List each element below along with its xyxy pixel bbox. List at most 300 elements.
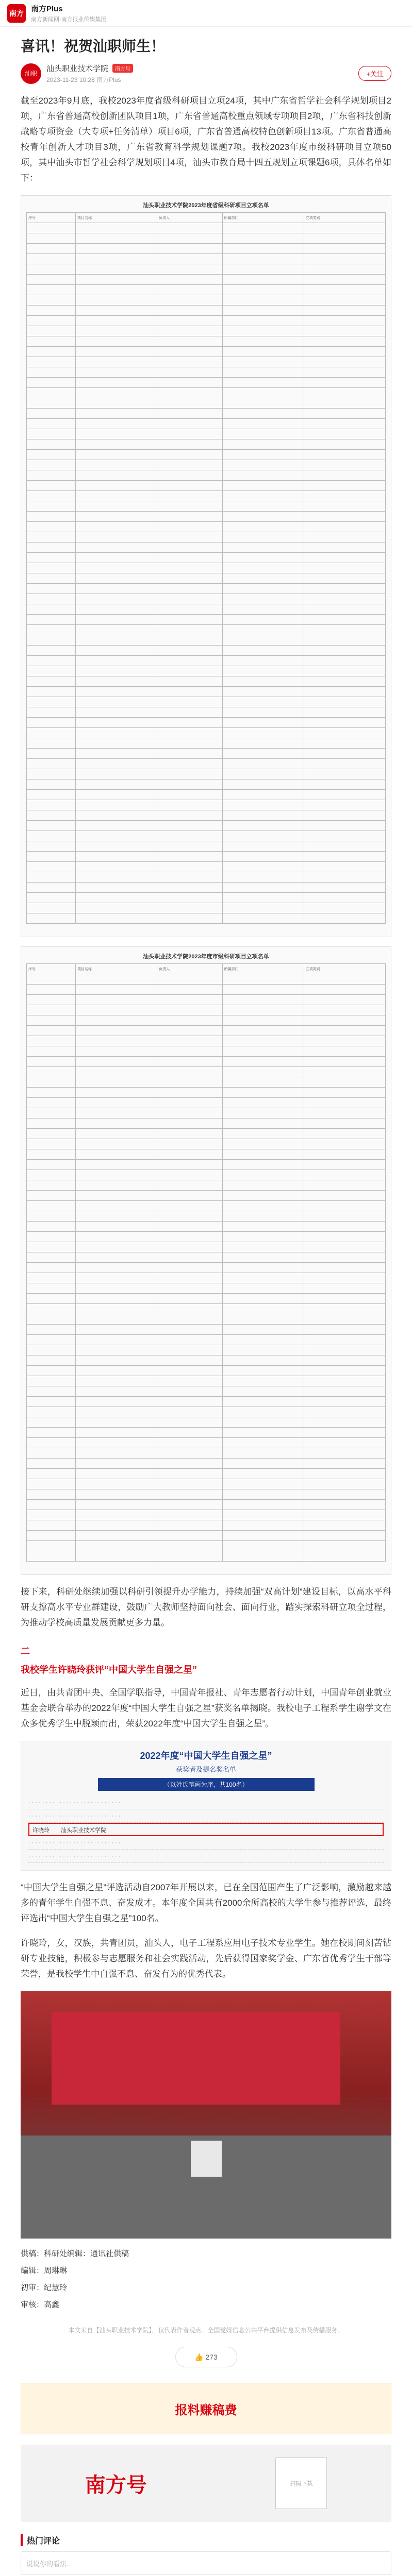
table-cell xyxy=(304,1088,385,1098)
table-cell xyxy=(27,1118,76,1129)
table-cell xyxy=(75,1046,157,1057)
table-row xyxy=(27,1077,386,1088)
table-cell xyxy=(222,852,304,862)
table-cell xyxy=(27,1531,76,1541)
table-cell xyxy=(27,336,76,347)
table-cell xyxy=(222,419,304,429)
table-cell xyxy=(157,470,223,481)
table-row xyxy=(27,522,386,532)
table-cell xyxy=(304,584,385,594)
table-cell xyxy=(157,388,223,398)
table-cell xyxy=(157,409,223,419)
table-cell xyxy=(75,893,157,903)
table-cell xyxy=(75,1139,157,1149)
table-row xyxy=(27,1005,386,1015)
table-cell xyxy=(222,1366,304,1376)
table-cell xyxy=(27,1304,76,1314)
table-cell xyxy=(304,543,385,553)
table-row xyxy=(27,429,386,439)
ad-banner[interactable] xyxy=(21,2383,391,2434)
table-cell xyxy=(157,841,223,852)
table-cell xyxy=(27,625,76,635)
table-cell xyxy=(157,275,223,285)
table-cell xyxy=(304,1397,385,1407)
table-cell xyxy=(27,1036,76,1046)
table-cell xyxy=(304,1407,385,1417)
table-cell xyxy=(27,883,76,893)
qr-code: 扫码下载 xyxy=(275,2458,327,2509)
table-cell xyxy=(222,347,304,357)
table-row xyxy=(27,244,386,254)
table-row xyxy=(27,470,386,481)
table-cell xyxy=(75,522,157,532)
table-cell xyxy=(304,676,385,687)
table-cell xyxy=(304,1314,385,1325)
table-cell xyxy=(304,1510,385,1520)
table-cell xyxy=(157,1304,223,1314)
table-row xyxy=(27,995,386,1005)
table-cell xyxy=(75,1242,157,1252)
table-cell xyxy=(27,316,76,326)
paragraph-2: 接下来，科研处继续加强以科研引领提升办学能力，持续加强“双高计划”建设目标，以高水平科研支撑高水平专业群建设，鼓励广大教师坚持面向社会、面向行业，踏实探索科研立项全过程，为推动学校高质量发展贡献更多力量。 xyxy=(21,1587,391,1628)
author-name-row xyxy=(46,63,358,74)
table-cell xyxy=(157,1252,223,1263)
table-header-row xyxy=(27,213,386,223)
table-header-cell: 项目名称 xyxy=(75,213,157,223)
table-cell xyxy=(75,470,157,481)
poster-list xyxy=(28,1796,384,1863)
table-cell xyxy=(304,1252,385,1263)
table-cell xyxy=(157,1366,223,1376)
comment-input[interactable]: 说说你的看法… xyxy=(21,2551,391,2575)
table-cell xyxy=(157,1407,223,1417)
table-cell xyxy=(27,1232,76,1242)
table-cell xyxy=(157,563,223,573)
table-row xyxy=(27,1541,386,1551)
table-cell xyxy=(27,1428,76,1438)
table-cell xyxy=(75,409,157,419)
table-cell xyxy=(304,635,385,646)
table-row xyxy=(27,852,386,862)
table-cell xyxy=(27,1242,76,1252)
table-cell xyxy=(27,1500,76,1510)
app-logo: 南方 xyxy=(7,4,26,23)
table-row xyxy=(27,254,386,264)
author-avatar[interactable]: 汕职 xyxy=(21,63,41,84)
table-cell xyxy=(157,501,223,512)
author-row xyxy=(21,63,391,84)
table-cell xyxy=(157,1129,223,1139)
table-cell xyxy=(75,223,157,233)
table-cell xyxy=(157,1469,223,1479)
table-cell xyxy=(222,553,304,563)
table-header-cell: 负责人 xyxy=(157,213,223,223)
table-cell xyxy=(304,1283,385,1294)
table-row xyxy=(27,1273,386,1283)
table-cell xyxy=(157,913,223,924)
table-cell xyxy=(304,893,385,903)
table-cell xyxy=(304,1242,385,1252)
table-row xyxy=(27,460,386,470)
table-cell xyxy=(304,985,385,995)
ad-text: 报料赚稿费 xyxy=(175,2403,237,2417)
table-cell xyxy=(222,563,304,573)
table-cell xyxy=(304,800,385,810)
table-cell xyxy=(157,306,223,316)
table-cell xyxy=(304,470,385,481)
table-cell xyxy=(222,1355,304,1366)
table-cell xyxy=(304,759,385,769)
table-cell xyxy=(27,285,76,295)
table-cell xyxy=(157,790,223,800)
table-row xyxy=(27,1098,386,1108)
table-cell xyxy=(75,439,157,450)
table-cell xyxy=(304,1448,385,1459)
table-cell xyxy=(75,347,157,357)
table-cell xyxy=(222,275,304,285)
table-row xyxy=(27,821,386,831)
table-cell xyxy=(27,398,76,409)
table-cell xyxy=(222,357,304,367)
table-row xyxy=(27,883,386,893)
table-cell xyxy=(222,1489,304,1500)
table-cell xyxy=(157,1242,223,1252)
table-row xyxy=(27,666,386,676)
table-cell xyxy=(27,306,76,316)
table-cell xyxy=(75,738,157,749)
table-cell xyxy=(75,779,157,790)
table-cell xyxy=(27,388,76,398)
table-cell xyxy=(157,1428,223,1438)
table-cell xyxy=(222,1077,304,1088)
table-row xyxy=(27,1191,386,1201)
table-cell xyxy=(222,1510,304,1520)
table-cell xyxy=(304,1355,385,1366)
table-cell xyxy=(75,831,157,841)
table-cell xyxy=(27,1191,76,1201)
table-cell xyxy=(222,985,304,995)
table-cell xyxy=(222,1232,304,1242)
table-cell xyxy=(157,1149,223,1160)
table-cell xyxy=(27,1139,76,1149)
table-cell xyxy=(157,1541,223,1551)
table-cell xyxy=(75,810,157,821)
paragraph-5: 许晓玲，女，汉族，共青团员，汕头人，电子工程系应用电子技术专业学生。她在校期间刻苦钻研专业技能，积极参与志愿服务和社会实践活动，先后获得国家奖学金、广东省优秀学生干部等荣誉，是我校学生中自强不息、奋发有为的优秀代表。 xyxy=(21,1938,391,1979)
table-cell xyxy=(75,388,157,398)
table-cell xyxy=(304,738,385,749)
table-cell xyxy=(75,1180,157,1191)
table-cell xyxy=(157,635,223,646)
table-cell xyxy=(304,779,385,790)
table-cell xyxy=(27,347,76,357)
table-row xyxy=(27,1335,386,1345)
table-row xyxy=(27,573,386,584)
table-cell xyxy=(75,666,157,676)
table-cell xyxy=(75,1088,157,1098)
table-row xyxy=(27,1242,386,1252)
table-row xyxy=(27,893,386,903)
table-cell xyxy=(222,1015,304,1026)
table-cell xyxy=(222,1108,304,1118)
table-row xyxy=(27,831,386,841)
table-cell xyxy=(75,419,157,429)
table-cell xyxy=(222,1469,304,1479)
table-row xyxy=(27,1283,386,1294)
table-cell xyxy=(157,903,223,913)
table-cell xyxy=(27,769,76,779)
table-cell xyxy=(27,1201,76,1211)
table-cell xyxy=(27,790,76,800)
table-row xyxy=(27,749,386,759)
table-cell xyxy=(304,254,385,264)
like-button[interactable] xyxy=(175,2347,237,2367)
author-name[interactable]: 汕头职业技术学院 xyxy=(46,64,109,74)
table-cell xyxy=(157,398,223,409)
table-cell xyxy=(304,1015,385,1026)
table-cell xyxy=(222,450,304,460)
table-cell xyxy=(75,553,157,563)
table-row xyxy=(27,1201,386,1211)
table-cell xyxy=(304,326,385,336)
table-row xyxy=(27,1160,386,1170)
table-cell xyxy=(304,1551,385,1562)
poster-subtitle: 获奖者及提名奖名单 xyxy=(175,1766,236,1774)
table-cell xyxy=(304,831,385,841)
table-cell xyxy=(222,501,304,512)
table-cell xyxy=(222,1005,304,1015)
table-cell xyxy=(75,1273,157,1283)
section-heading: 我校学生许晓玲获评“中国大学生自强之星” xyxy=(21,1665,197,1675)
table-cell xyxy=(157,646,223,656)
table-cell xyxy=(27,275,76,285)
top-bar xyxy=(0,0,412,27)
table-cell xyxy=(157,883,223,893)
table-cell xyxy=(304,1057,385,1067)
table-cell xyxy=(27,357,76,367)
table-cell xyxy=(27,1211,76,1222)
table-cell xyxy=(75,378,157,388)
table-cell xyxy=(75,604,157,615)
table-cell xyxy=(75,1397,157,1407)
table-cell xyxy=(157,1180,223,1191)
table-cell xyxy=(27,522,76,532)
table-cell xyxy=(157,1139,223,1149)
table-cell xyxy=(157,1098,223,1108)
table-cell xyxy=(157,1222,223,1232)
table-cell xyxy=(157,1489,223,1500)
table-cell xyxy=(222,1263,304,1273)
table-cell xyxy=(27,1489,76,1500)
table-cell xyxy=(75,687,157,697)
table-cell xyxy=(27,1108,76,1118)
table-cell xyxy=(157,1500,223,1510)
table-cell xyxy=(157,1191,223,1201)
table-cell xyxy=(27,646,76,656)
table-cell xyxy=(304,728,385,738)
credit-editor: 编辑：周琳琳 xyxy=(21,2266,68,2276)
table-cell xyxy=(157,543,223,553)
table-cell xyxy=(304,1417,385,1428)
table-cell xyxy=(75,532,157,543)
table-cell xyxy=(75,1314,157,1325)
table-row xyxy=(27,1407,386,1417)
table-cell xyxy=(222,769,304,779)
project-list-heading-2: 汕头职业技术学院2023年度市级科研项目立项名单 xyxy=(143,954,269,960)
table-cell xyxy=(304,1036,385,1046)
table-cell xyxy=(27,1366,76,1376)
poster-bar: （以姓氏笔画为序，共100名） xyxy=(98,1778,315,1791)
article-title: 喜讯！祝贺汕职师生！ xyxy=(21,38,166,54)
table-row xyxy=(27,810,386,821)
table-cell xyxy=(304,1325,385,1335)
table-cell xyxy=(222,543,304,553)
table-cell xyxy=(27,1510,76,1520)
table-cell xyxy=(304,913,385,924)
table-cell xyxy=(222,1325,304,1335)
table-cell xyxy=(27,1355,76,1366)
table-cell xyxy=(304,1531,385,1541)
table-cell xyxy=(75,635,157,646)
table-cell xyxy=(304,1149,385,1160)
table-cell xyxy=(27,1067,76,1077)
table-row xyxy=(27,1376,386,1386)
table-row xyxy=(27,646,386,656)
like-count: 273 xyxy=(205,2353,218,2362)
table-cell xyxy=(27,295,76,306)
table-cell xyxy=(304,1139,385,1149)
table-cell xyxy=(27,491,76,501)
table-cell xyxy=(27,656,76,666)
table-cell xyxy=(222,223,304,233)
table-row xyxy=(27,635,386,646)
table-cell xyxy=(157,532,223,543)
table-cell xyxy=(75,1541,157,1551)
table-cell xyxy=(222,512,304,522)
table-cell xyxy=(75,1015,157,1026)
table-cell xyxy=(157,336,223,347)
table-cell xyxy=(157,749,223,759)
table-cell xyxy=(222,398,304,409)
table-row xyxy=(27,295,386,306)
table-cell xyxy=(222,1314,304,1325)
table-cell xyxy=(75,718,157,728)
table-cell xyxy=(304,1129,385,1139)
table-cell xyxy=(157,378,223,388)
table-cell xyxy=(222,1046,304,1057)
table-cell xyxy=(27,1088,76,1098)
table-row xyxy=(27,347,386,357)
table-cell xyxy=(157,1057,223,1067)
table-cell xyxy=(157,1386,223,1397)
table-cell xyxy=(27,821,76,831)
table-cell xyxy=(222,306,304,316)
table-cell xyxy=(304,1098,385,1108)
table-cell xyxy=(222,1335,304,1345)
table-cell xyxy=(27,893,76,903)
table-cell xyxy=(304,1376,385,1386)
table-cell xyxy=(222,522,304,532)
table-row xyxy=(27,974,386,985)
table-cell xyxy=(222,264,304,275)
table-cell xyxy=(222,676,304,687)
table-cell xyxy=(27,594,76,604)
table-cell xyxy=(75,491,157,501)
table-cell xyxy=(27,460,76,470)
table-cell xyxy=(75,1232,157,1242)
table-cell xyxy=(304,347,385,357)
table-cell xyxy=(75,1129,157,1139)
table-cell xyxy=(75,852,157,862)
table-cell xyxy=(222,1191,304,1201)
table-cell xyxy=(304,821,385,831)
table-cell xyxy=(304,656,385,666)
table-cell xyxy=(157,1263,223,1273)
table-row xyxy=(27,1222,386,1232)
table-cell xyxy=(75,1479,157,1489)
table-cell xyxy=(27,1335,76,1345)
table-cell xyxy=(27,687,76,697)
table-cell xyxy=(75,543,157,553)
table-cell xyxy=(75,646,157,656)
table-cell xyxy=(75,728,157,738)
table-cell xyxy=(157,1376,223,1386)
follow-button[interactable]: +关注 xyxy=(358,66,391,81)
table-cell xyxy=(27,326,76,336)
table-cell xyxy=(157,995,223,1005)
table-cell xyxy=(157,707,223,718)
table-cell xyxy=(304,1108,385,1118)
table-cell xyxy=(304,244,385,254)
table-cell xyxy=(222,594,304,604)
table-cell xyxy=(27,666,76,676)
table-cell xyxy=(75,862,157,872)
table-cell xyxy=(27,1283,76,1294)
table-cell xyxy=(75,1067,157,1077)
table-row xyxy=(27,697,386,707)
table-cell xyxy=(75,1149,157,1160)
table-row xyxy=(27,1428,386,1438)
table-cell xyxy=(157,1118,223,1129)
table-cell xyxy=(75,1469,157,1479)
table-cell xyxy=(75,1531,157,1541)
table-cell xyxy=(222,254,304,264)
table-cell xyxy=(157,974,223,985)
table-cell xyxy=(304,1046,385,1057)
table-cell xyxy=(75,512,157,522)
table-cell xyxy=(222,1407,304,1417)
table-cell xyxy=(157,728,223,738)
poster-title: 2022年度“中国大学生自强之星” xyxy=(140,1751,272,1761)
table-cell xyxy=(27,779,76,790)
table-cell xyxy=(75,821,157,831)
table-cell xyxy=(157,1036,223,1046)
table-row xyxy=(27,1345,386,1355)
table-cell xyxy=(304,883,385,893)
thumbs-up-icon: 👍 xyxy=(194,2352,206,2361)
table-cell xyxy=(222,285,304,295)
author-badge: 南方号 xyxy=(112,64,133,73)
table-cell xyxy=(75,1355,157,1366)
table-row xyxy=(27,419,386,429)
table-cell xyxy=(75,913,157,924)
promo-block[interactable] xyxy=(21,2445,391,2522)
table-cell xyxy=(27,1252,76,1263)
table-cell xyxy=(75,1211,157,1222)
table-cell xyxy=(157,316,223,326)
table-cell xyxy=(27,1160,76,1170)
table-cell xyxy=(222,1345,304,1355)
table-cell xyxy=(27,501,76,512)
